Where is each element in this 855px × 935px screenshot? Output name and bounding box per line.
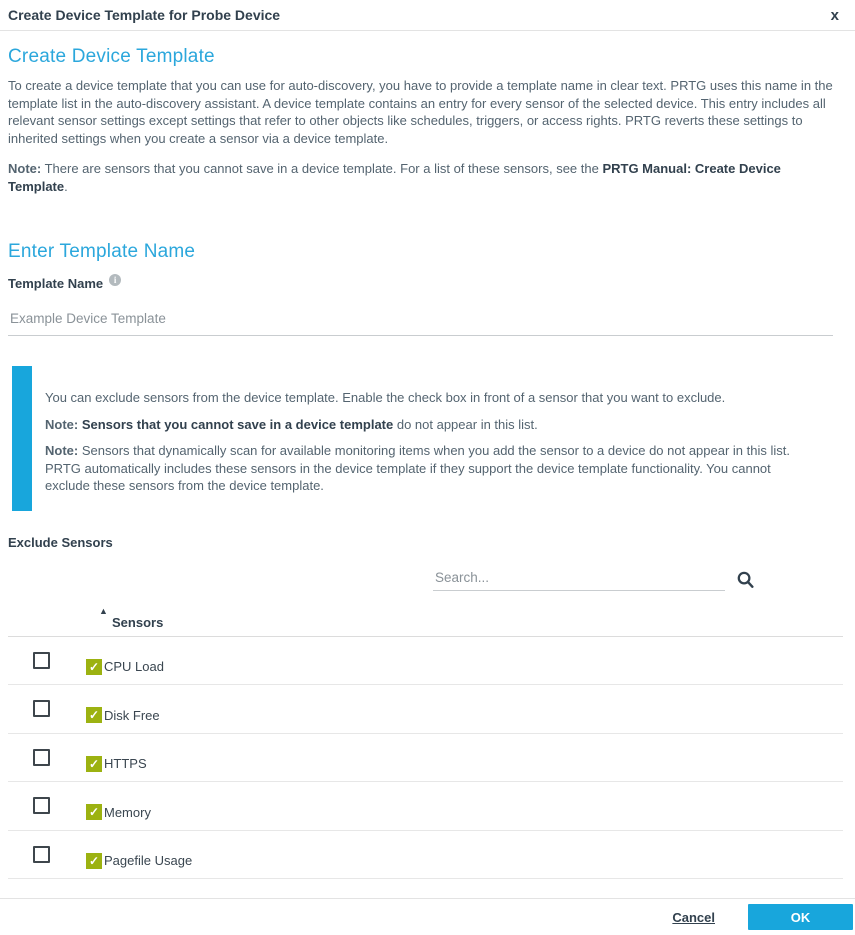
template-name-label-row <box>8 276 843 291</box>
sensor-ok-check-icon: ✓ <box>86 756 102 772</box>
exclude-sensor-checkbox[interactable] <box>33 749 50 766</box>
hint-line2 <box>45 416 792 434</box>
sensor-ok-check-icon: ✓ <box>86 707 102 723</box>
intro-paragraph: To create a device template that you can use for auto-discovery, you have to provide a template name in clear text. PRTG uses this name in the template list in the auto-discovery assistant. A device template contains an entry for every sensor of the selected device. This entry includes all relevant sensor settings except settings that refer to other objects like schedules, triggers, or access rights. PRTG reverts these settings to inherited settings when you create a sensor via a device template. <box>8 78 833 146</box>
sensor-rows <box>8 637 843 880</box>
sensor-cell <box>86 659 164 675</box>
hint-line3 <box>45 442 792 495</box>
hint-box <box>12 366 843 511</box>
search-input[interactable] <box>433 568 725 591</box>
dialog-body <box>0 31 855 879</box>
template-name-label: Template Name <box>8 276 104 291</box>
info-icon[interactable]: i <box>109 274 121 286</box>
table-row <box>8 782 843 831</box>
sensor-ok-check-icon: ✓ <box>86 853 102 869</box>
search-icon[interactable] <box>737 571 754 589</box>
search-box <box>433 568 754 591</box>
exclude-sensor-checkbox[interactable] <box>33 846 50 863</box>
sensor-name: Pagefile Usage <box>104 853 193 868</box>
exclude-sensor-checkbox[interactable] <box>33 797 50 814</box>
table-row <box>8 685 843 734</box>
note-text: There are sensors that you cannot save in a device template. For a list of these sensors, see the <box>41 161 603 176</box>
search-row <box>8 562 843 604</box>
table-row <box>8 637 843 686</box>
dialog-header <box>0 0 855 31</box>
sensor-name: Memory <box>104 804 151 820</box>
hint-accent-bar <box>12 366 32 511</box>
cancel-button[interactable]: Cancel <box>672 909 715 925</box>
sensor-name: HTTPS <box>104 756 147 771</box>
exclude-sensor-checkbox[interactable] <box>33 652 50 669</box>
note-suffix: . <box>64 178 68 194</box>
intro-note <box>8 160 843 195</box>
note-label: Note: <box>45 416 79 432</box>
prtg-manual-link[interactable]: PRTG Manual: Create Device Template <box>8 161 781 194</box>
sensor-table <box>8 562 843 880</box>
table-column-header <box>8 604 843 637</box>
note-label: Note: <box>8 161 42 176</box>
sensor-ok-check-icon: ✓ <box>86 659 102 675</box>
cannot-save-sensors-link[interactable]: Sensors that you cannot save in a device template <box>81 416 394 432</box>
sort-asc-icon[interactable]: ▲ <box>99 605 108 616</box>
template-name-input[interactable] <box>8 311 833 336</box>
sensor-cell <box>86 707 160 723</box>
close-icon[interactable]: x <box>830 6 839 24</box>
enter-template-name-heading: Enter Template Name <box>8 241 196 262</box>
ok-button[interactable]: OK <box>748 904 853 930</box>
sensor-ok-check-icon: ✓ <box>86 804 102 820</box>
sensor-name: CPU Load <box>104 659 164 674</box>
note-label: Note: <box>45 443 79 458</box>
create-template-heading: Create Device Template <box>8 46 215 67</box>
sensor-cell <box>86 756 147 772</box>
exclude-sensors-label: Exclude Sensors <box>8 534 113 550</box>
sensors-column-label[interactable]: Sensors <box>112 614 164 630</box>
table-row <box>8 734 843 783</box>
dialog-footer <box>0 898 855 935</box>
dialog-title: Create Device Template for Probe Device <box>8 7 281 23</box>
sensor-name: Disk Free <box>104 707 160 723</box>
hint-content <box>32 366 792 511</box>
hint-line1: You can exclude sensors from the device template. Enable the check box in front of a sensor that you want to exclude. <box>45 390 726 405</box>
sensor-cell <box>86 853 192 869</box>
sensor-cell <box>86 804 151 820</box>
hint-line3-text: Sensors that dynamically scan for available monitoring items when you add the sensor to a device do not appear in this list. PRTG automatically includes these sensors in the device template if they support the device template functionality. You cannot exclude these sensors from the device template. <box>45 443 790 493</box>
hint-line2-suffix: do not appear in this list. <box>393 416 538 432</box>
exclude-sensor-checkbox[interactable] <box>33 700 50 717</box>
table-row <box>8 831 843 880</box>
